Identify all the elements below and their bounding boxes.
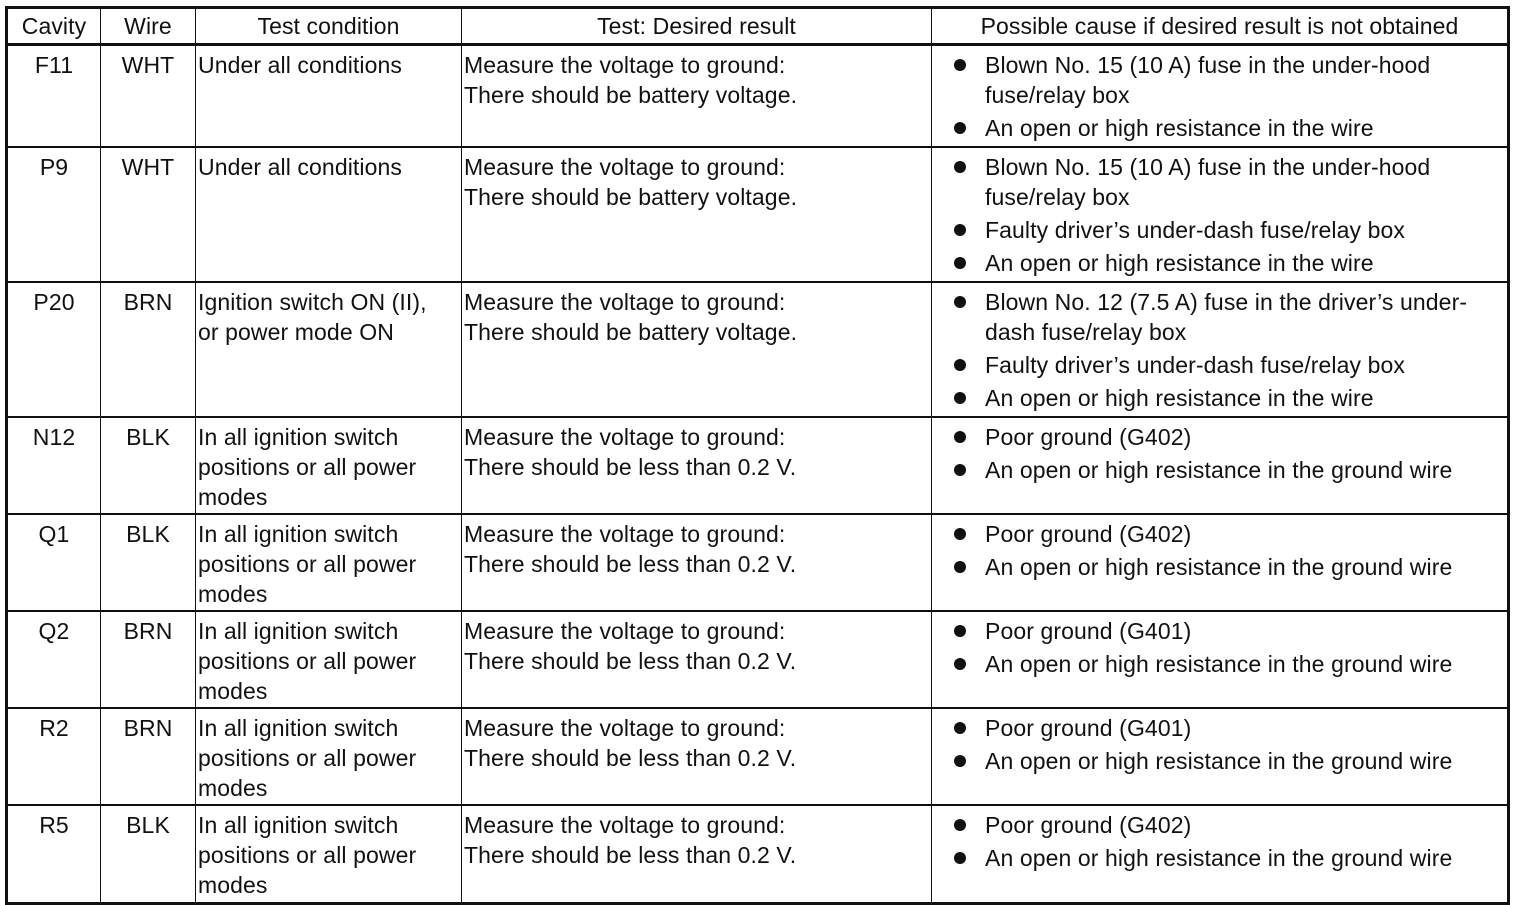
bullet-icon [954,722,966,734]
cause-line: Blown No. 15 (10 A) fuse in the under-hood [985,52,1431,78]
bullet-icon [954,755,966,767]
cell-possible-cause [932,417,1509,514]
cell-cavity: R2 [7,708,101,805]
cell-possible-cause [932,282,1509,417]
bullet-icon [954,161,966,173]
result-line: There should be less than 0.2 V. [464,454,797,480]
cause-list [932,616,1507,679]
table-header-row [7,8,1509,45]
cause-item [954,113,1507,143]
cause-line: Faulty driver’s under-dash fuse/relay box [985,217,1406,243]
cell-wire: BLK [101,805,196,903]
condition-line: In all ignition switch [198,618,399,644]
cause-line: Blown No. 12 (7.5 A) fuse in the driver’s under- [985,289,1468,315]
cell-test-condition [196,282,462,417]
condition-line: positions or all power [198,454,417,480]
cause-item [954,552,1507,582]
cause-item [954,519,1507,549]
cell-cavity: Q2 [7,611,101,708]
table-row [7,282,1509,417]
cause-line: An open or high resistance in the ground wire [985,748,1453,774]
cause-list [932,287,1507,413]
bullet-icon [954,392,966,404]
result-line: Measure the voltage to ground: [464,289,786,315]
cause-item [954,422,1507,452]
cause-line: An open or high resistance in the wire [985,115,1374,141]
result-line: There should be battery voltage. [464,184,798,210]
result-line: Measure the voltage to ground: [464,618,786,644]
result-line: Measure the voltage to ground: [464,521,786,547]
bullet-icon [954,359,966,371]
result-line: There should be less than 0.2 V. [464,842,797,868]
cell-desired-result [462,45,932,148]
cause-line: An open or high resistance in the wire [985,250,1374,276]
table-row [7,514,1509,611]
cause-list [932,152,1507,278]
cell-cavity: P20 [7,282,101,417]
cause-item [954,350,1507,380]
condition-line: positions or all power [198,745,417,771]
cause-line: Poor ground (G402) [985,424,1192,450]
cause-item [954,50,1507,110]
cause-line: dash fuse/relay box [985,319,1187,345]
condition-line: modes [198,775,268,801]
cause-item [954,215,1507,245]
cell-test-condition [196,45,462,148]
table-row [7,805,1509,903]
cell-possible-cause [932,45,1509,148]
condition-line: modes [198,872,268,898]
result-line: There should be battery voltage. [464,319,798,345]
bullet-icon [954,224,966,236]
cell-wire: WHT [101,147,196,282]
condition-line: modes [198,581,268,607]
cause-list [932,422,1507,485]
cause-line: An open or high resistance in the ground wire [985,457,1453,483]
cause-list [932,810,1507,873]
cause-line: fuse/relay box [985,184,1130,210]
result-line: Measure the voltage to ground: [464,154,786,180]
bullet-icon [954,625,966,637]
bullet-icon [954,59,966,71]
condition-line: Under all conditions [198,52,403,78]
bullet-icon [954,431,966,443]
cause-line: An open or high resistance in the ground wire [985,845,1453,871]
condition-line: In all ignition switch [198,715,399,741]
cause-item [954,455,1507,485]
cell-cavity: F11 [7,45,101,148]
condition-line: In all ignition switch [198,812,399,838]
bullet-icon [954,852,966,864]
cause-item [954,843,1507,873]
cause-line: An open or high resistance in the wire [985,385,1374,411]
table-row [7,45,1509,148]
cell-test-condition [196,514,462,611]
cell-possible-cause [932,147,1509,282]
condition-line: Under all conditions [198,154,403,180]
header-cavity: Cavity [7,8,101,45]
cell-possible-cause [932,514,1509,611]
cause-item [954,248,1507,278]
cause-list [932,713,1507,776]
bullet-icon [954,528,966,540]
cell-test-condition [196,147,462,282]
cell-wire: BRN [101,708,196,805]
cell-wire: WHT [101,45,196,148]
cell-wire: BLK [101,417,196,514]
cause-item [954,287,1507,347]
table-body [7,45,1509,904]
table-row [7,708,1509,805]
cause-line: Faulty driver’s under-dash fuse/relay box [985,352,1406,378]
cause-item [954,649,1507,679]
condition-line: positions or all power [198,842,417,868]
result-line: Measure the voltage to ground: [464,715,786,741]
condition-line: In all ignition switch [198,521,399,547]
cause-line: Poor ground (G401) [985,715,1192,741]
bullet-icon [954,464,966,476]
bullet-icon [954,257,966,269]
bullet-icon [954,561,966,573]
cause-line: Poor ground (G401) [985,618,1192,644]
cause-line: An open or high resistance in the ground wire [985,651,1453,677]
bullet-icon [954,296,966,308]
result-line: Measure the voltage to ground: [464,812,786,838]
table-row [7,611,1509,708]
cell-desired-result [462,147,932,282]
table-row [7,417,1509,514]
condition-line: In all ignition switch [198,424,399,450]
bullet-icon [954,819,966,831]
header-desired-result: Test: Desired result [462,8,932,45]
cell-desired-result [462,417,932,514]
cell-possible-cause [932,708,1509,805]
condition-line: modes [198,484,268,510]
header-test-condition: Test condition [196,8,462,45]
condition-line: positions or all power [198,551,417,577]
cause-item [954,810,1507,840]
cell-test-condition [196,611,462,708]
cause-line: An open or high resistance in the ground wire [985,554,1453,580]
cell-desired-result [462,282,932,417]
cause-item [954,713,1507,743]
cell-wire: BRN [101,611,196,708]
header-possible-cause: Possible cause if desired result is not obtained [932,8,1509,45]
bullet-icon [954,122,966,134]
cell-possible-cause [932,805,1509,903]
cell-test-condition [196,417,462,514]
table-row [7,147,1509,282]
cell-desired-result [462,708,932,805]
result-line: There should be less than 0.2 V. [464,551,797,577]
cell-test-condition [196,708,462,805]
condition-line: modes [198,678,268,704]
condition-line: Ignition switch ON (II), [198,289,427,315]
cause-line: fuse/relay box [985,82,1130,108]
cell-wire: BLK [101,514,196,611]
result-line: There should be less than 0.2 V. [464,745,797,771]
cell-cavity: R5 [7,805,101,903]
cause-item [954,152,1507,212]
cell-desired-result [462,805,932,903]
cause-item [954,746,1507,776]
condition-line: or power mode ON [198,319,394,345]
cause-list [932,519,1507,582]
cell-cavity: P9 [7,147,101,282]
bullet-icon [954,658,966,670]
connector-test-table [5,6,1510,905]
condition-line: positions or all power [198,648,417,674]
cell-test-condition [196,805,462,903]
cause-line: Poor ground (G402) [985,812,1192,838]
result-line: There should be battery voltage. [464,82,798,108]
result-line: Measure the voltage to ground: [464,424,786,450]
header-wire: Wire [101,8,196,45]
cell-desired-result [462,514,932,611]
cell-desired-result [462,611,932,708]
cause-line: Poor ground (G402) [985,521,1192,547]
cell-cavity: N12 [7,417,101,514]
cause-line: Blown No. 15 (10 A) fuse in the under-hood [985,154,1431,180]
cause-item [954,383,1507,413]
result-line: Measure the voltage to ground: [464,52,786,78]
cell-cavity: Q1 [7,514,101,611]
cause-item [954,616,1507,646]
result-line: There should be less than 0.2 V. [464,648,797,674]
cell-wire: BRN [101,282,196,417]
cause-list [932,50,1507,143]
cell-possible-cause [932,611,1509,708]
